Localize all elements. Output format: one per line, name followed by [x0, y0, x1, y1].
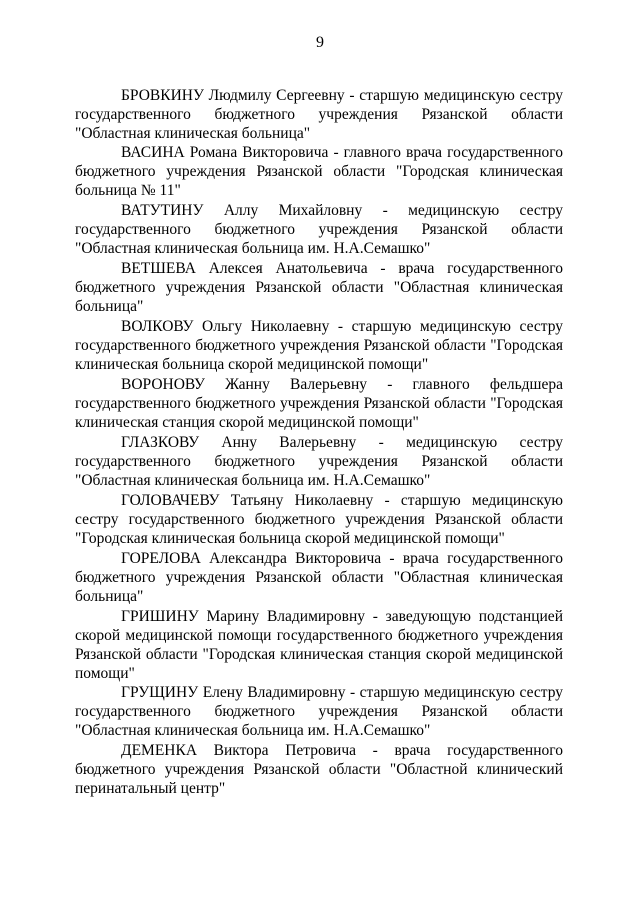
award-entry-vetshev: ВЕТШЕВА Алексея Анатольевича - врача государственного бюджетного учреждения Рязанской области "Областная клиническая больница"	[75, 260, 563, 315]
award-entry-volkova: ВОЛКОВУ Ольгу Николаевну - старшую медицинскую сестру государственного бюджетного учреждения Рязанской области "Городская клиническая больница скорой медицинской помощи"	[75, 318, 563, 373]
award-entry-voronova: ВОРОНОВУ Жанну Валерьевну - главного фельдшера государственного бюджетного учреждения Рязанской области "Городская клиническая станция скорой медицинской помощи"	[75, 376, 563, 431]
award-entry-gorelov: ГОРЕЛОВА Александра Викторовича - врача государственного бюджетного учреждения Рязанской области "Областная клиническая больница"	[75, 550, 563, 605]
award-entry-golovacheva: ГОЛОВАЧЕВУ Татьяну Николаевну - старшую медицинскую сестру государственного бюджетного учреждения Рязанской области "Городская клиническая больница скорой медицинской помощи"	[75, 492, 563, 547]
award-entry-glazkova: ГЛАЗКОВУ Анну Валерьевну - медицинскую сестру государственного бюджетного учреждения Рязанской области "Областная клиническая больница им. Н.А.Семашко"	[75, 434, 563, 489]
award-entry-vatutina: ВАТУТИНУ Аллу Михайловну - медицинскую сестру государственного бюджетного учреждения Рязанской области "Областная клиническая больница им. Н.А.Семашко"	[75, 202, 563, 257]
award-entry-vasin: ВАСИНА Романа Викторовича - главного врача государственного бюджетного учреждения Рязанской области "Городская клиническая больница № 11"	[75, 144, 563, 199]
award-entry-grishina: ГРИШИНУ Марину Владимировну - заведующую подстанцией скорой медицинской помощи государственного бюджетного учреждения Рязанской области "Городская клиническая станция скорой медицинской помощи"	[75, 608, 563, 682]
page-number: 9	[316, 34, 324, 51]
award-entry-demenko: ДЕМЕНКА Виктора Петровича - врача государственного бюджетного учреждения Рязанской области "Областной клинический перинатальный центр"	[75, 742, 563, 797]
award-entry-brovkina: БРОВКИНУ Людмилу Сергеевну - старшую медицинскую сестру государственного бюджетного учреждения Рязанской области "Областная клиническая больница"	[75, 87, 563, 142]
award-entry-grushchina: ГРУЩИНУ Елену Владимировну - старшую медицинскую сестру государственного бюджетного учреждения Рязанской области "Областная клиническая больница им. Н.А.Семашко"	[75, 684, 563, 739]
